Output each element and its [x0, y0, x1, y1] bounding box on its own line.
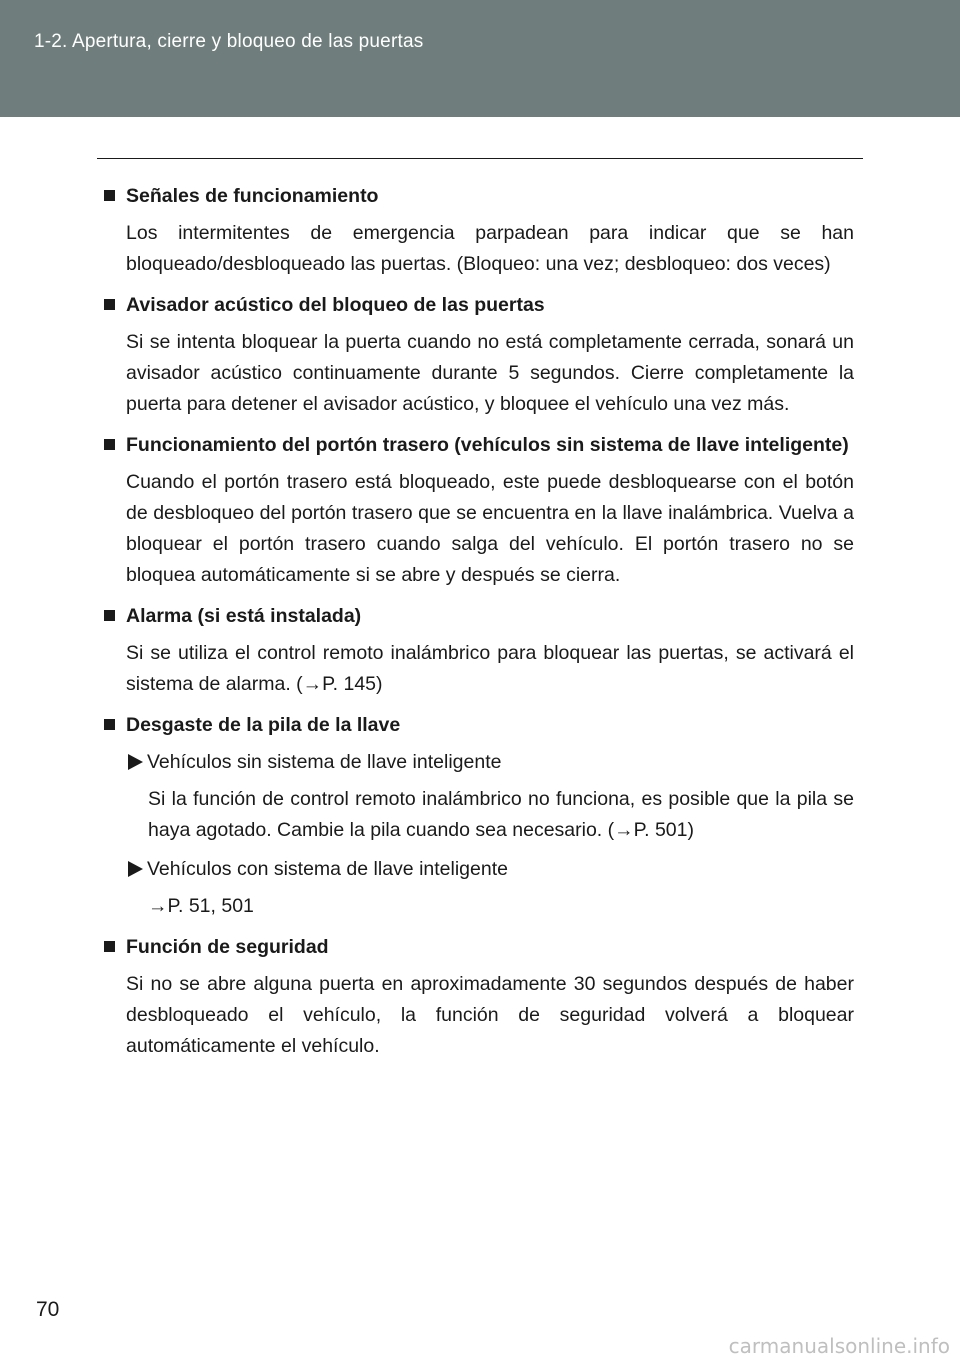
square-bullet-icon — [104, 610, 115, 621]
section-heading: Función de seguridad — [104, 932, 854, 963]
chapter-title: 1-2. Apertura, cierre y bloqueo de las puertas — [34, 31, 424, 52]
section-alarm — [104, 601, 854, 700]
header-band — [0, 0, 960, 117]
sub-item: Vehículos con sistema de llave inteligente — [104, 854, 854, 885]
sub-item: Vehículos sin sistema de llave inteligente — [104, 747, 854, 778]
triangle-bullet-icon — [128, 754, 143, 770]
section-heading: Desgaste de la pila de la llave — [104, 710, 854, 741]
section-text: Los intermitentes de emergencia parpadean para indicar que se han bloqueado/desbloqueado las puertas. (Bloqueo: una vez; desbloqueo: dos veces) — [126, 222, 854, 275]
sub-item-text: →P. 51, 501 — [148, 895, 254, 917]
square-bullet-icon — [104, 941, 115, 952]
section-operation-signals — [104, 181, 854, 280]
section-text: Si se utiliza el control remoto inalámbrico para bloquear las puertas, se activará el sistema de alarma. (→P. 145) — [126, 642, 854, 695]
divider — [97, 158, 863, 159]
section-back-door — [104, 430, 854, 591]
content — [104, 181, 854, 1072]
square-bullet-icon — [104, 299, 115, 310]
square-bullet-icon — [104, 190, 115, 201]
sub-item-text: Si la función de control remoto inalámbrico no funciona, es posible que la pila se haya agotado. Cambie la pila cuando sea necesario. (→P. 501) — [148, 788, 854, 841]
watermark: carmanualsonline.info — [728, 1334, 950, 1358]
square-bullet-icon — [104, 719, 115, 730]
triangle-bullet-icon — [128, 861, 143, 877]
section-heading: Funcionamiento del portón trasero (vehículos sin sistema de llave inteligente) — [104, 430, 854, 461]
section-heading: Avisador acústico del bloqueo de las puertas — [104, 290, 854, 321]
section-security-function — [104, 932, 854, 1062]
section-heading: Alarma (si está instalada) — [104, 601, 854, 632]
section-key-battery — [104, 710, 854, 922]
section-text: Si se intenta bloquear la puerta cuando no está completamente cerrada, sonará un avisador acústico continuamente durante 5 segundos. Cierre completamente la puerta para detener el avisador acústico, y bloquee el vehículo una vez más. — [126, 331, 854, 415]
page-number: 70 — [36, 1298, 60, 1321]
section-heading: Señales de funcionamiento — [104, 181, 854, 212]
section-text: Si no se abre alguna puerta en aproximadamente 30 segundos después de haber desbloqueado el vehículo, la función de seguridad volverá a bloquear automáticamente el vehículo. — [126, 973, 854, 1057]
section-text: Cuando el portón trasero está bloqueado, este puede desbloquearse con el botón de desbloqueo del portón trasero que se encuentra en la llave inalámbrica. Vuelva a bloquear el portón trasero cuando salga del vehículo. El portón trasero no se bloquea automáticamente si se abre y después se cierra. — [126, 471, 854, 586]
square-bullet-icon — [104, 439, 115, 450]
section-lock-buzzer — [104, 290, 854, 420]
